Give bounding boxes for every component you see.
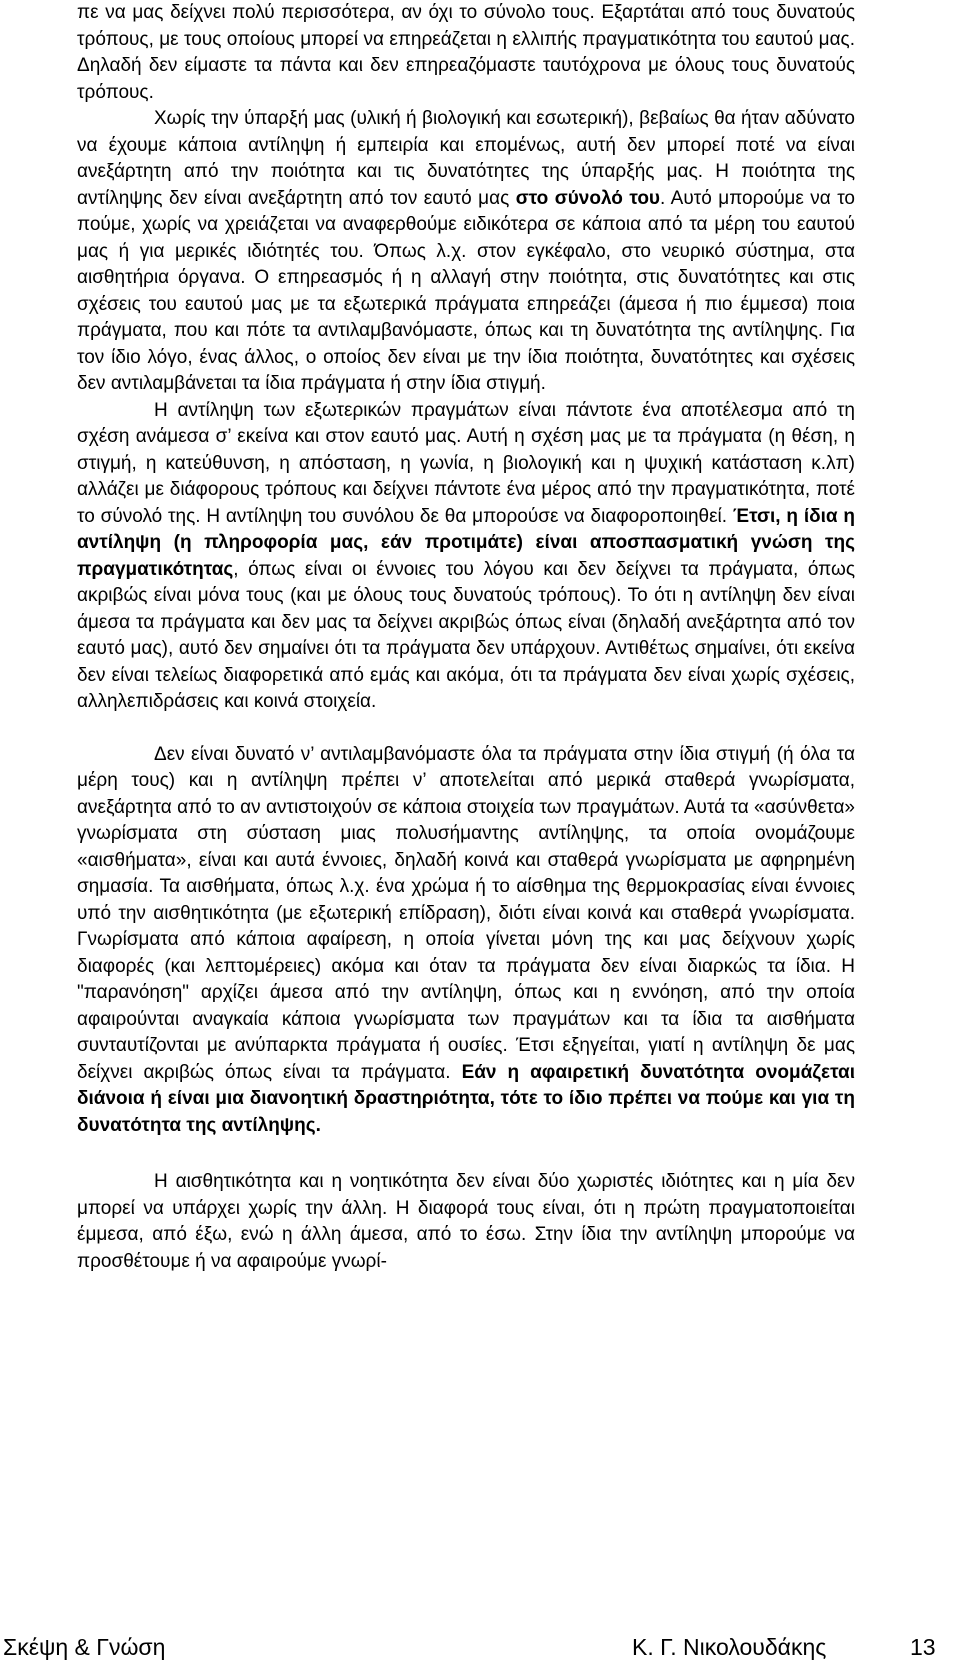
paragraph-3 <box>77 398 855 716</box>
text-run: Η αισθητικότητα και η νοητικότητα δεν είναι δύο χωριστές ιδιότητες και η μία δεν μπορεί να υπάρχει χωρίς την άλλη. Η διαφορά τους είναι, ότι η πρώτη πραγματοποιείται έμμεσα, από έξω, ενώ η άλλη άμεσα, από το έσω. Στην ίδια την αντίληψη μπορούμε να προσθέτουμε ή να αφαιρούμε γνωρί- <box>77 1171 855 1272</box>
paragraph-5 <box>77 1169 855 1275</box>
bold-text-run: Εάν η αφαιρετική δυνατότητα ονομάζεται διάνοια ή είναι μια διανοητική δραστηριότητα, τότε το ίδιο πρέπει να πούμε και για τη δυνατότητα της αντίληψης. <box>77 1061 855 1136</box>
text-run: πε να μας δείχνει πολύ περισσότερα, αν όχι το σύνολο τους. Εξαρτάται από τους δυνατούς τρόπους, με τους οποίους μπορεί να επηρεάζεται η ελλιπής πραγματικότητα του εαυτού μας. Δηλαδή δεν είμαστε τα πάντα και δεν επηρεαζόμαστε ταυτόχρονα με όλους τους δυνατούς τρόπους. <box>77 2 855 103</box>
text-run: Η αντίληψη των εξωτερικών πραγμάτων είναι πάντοτε ένα αποτέλεσμα από τη σχέση ανάμεσα σ’ εκείνα και στον εαυτό μας. Αυτή η σχέση μας με τα πράγματα (η θέση, η στιγμή, η κατεύθυνση, η απόσταση, η γωνία, η βιολογική και η ψυχική κατάσταση κ.λπ) αλλάζει με διάφορους τρόπους και δείχνει πάντοτε ένα μέρος από την πραγματικότητα, ποτέ το σύνολό της. Η αντίληψη του συνόλου δε θα μπορούσε να διαφοροποιηθεί. <box>77 399 855 527</box>
page-number: 13 <box>910 1634 936 1660</box>
document-body <box>77 0 855 1275</box>
bold-text-run: Έτσι, η ίδια η αντίληψη (η πληροφορία μας, εάν προτιμάτε) είναι αποσπασματική γνώση της πραγματικότητας <box>77 505 855 580</box>
text-run: . Αυτό μπορούμε να το πούμε, χωρίς να χρειάζεται να αναφερθούμε ειδικότερα σε κάποια από τα μέρη του εαυτού μας ή για μερικές ιδιότητές του. Όπως λ.χ. στον εγκέφαλο, στο νευρικό σύστημα, στα αισθητήρια όργανα. Ο επηρεασμός ή η αλλαγή στην ποιότητα, στις δυνατότητες και στις σχέσεις του εαυτού μας με τα εξωτερικά πράγματα επηρεάζει (άμεσα ή πιο έμμεσα) ποια πράγματα, που και πότε τα αντιλαμβανόμαστε, όπως και τη δυνατότητα της αντίληψης. Για τον ίδιο λόγο, ένας άλλος, ο οποίος δεν είναι με την ίδια ποιότητα, δυνατότητες και σχέσεις δεν αντιλαμβάνεται τα ίδια πράγματα ή στην ίδια στιγμή. <box>77 187 855 394</box>
footer-author: Κ. Γ. Νικολουδάκης <box>632 1634 827 1660</box>
text-run: , όπως είναι οι έννοιες του λόγου και δεν δείχνει τα πράγματα, όπως ακριβώς είναι μόνα τους (και με όλους τους δυνατούς τρόπους). Το ότι η αντίληψη δεν είναι άμεσα τα πράγματα και δεν μας τα δείχνει ακριβώς όπως είναι (δηλαδή ανεξάρτητα από τον εαυτό μας), αυτό δεν σημαίνει ότι τα πράγματα δεν υπάρχουν. Αντιθέτως σημαίνει, ότι εκείνα δεν είναι τελείως διαφορετικά από εμάς και ακόμα, ότι τα πράγματα δεν είναι χωρίς σχέσεις, αλληλεπιδράσεις και κοινά στοιχεία. <box>77 558 855 712</box>
text-run: Δεν είναι δυνατό ν’ αντιλαμβανόμαστε όλα τα πράγματα στην ίδια στιγμή (ή όλα τα μέρη τους) και η αντίληψη πρέπει ν’ αποτελείται από μερικά σταθερά γνωρίσματα, ανεξάρτητα από το αν αντιστοιχούν σε κάποια στοιχεία των πραγμάτων. Αυτά τα «ασύνθετα» γνωρίσματα στη σύσταση μιας πολυσήμαντης αντίληψης, τα οποία ονομάζουμε «αισθήματα», είναι και αυτά έννοιες, δηλαδή κοινά και σταθερά γνωρίσματα με αφηρημένη σημασία. Τα αισθήματα, όπως λ.χ. ένα χρώμα ή το αίσθημα της θερμοκρασίας είναι έννοιες υπό την αισθητικότητα (με εξωτερική επίδραση), διότι είναι κοινά και σταθερά γνωρίσματα. Γνωρίσματα από κάποια αφαίρεση, η οποία γίνεται μόνη της και μας δείχνουν χωρίς διαφορές (και λεπτομέρειες) ακόμα και όταν τα πράγματα δεν είναι διαρκώς τα ίδια. Η "παρανόηση" αρχίζει άμεσα από την αντίληψη, όπως και η εννόηση, από την οποία αφαιρούνται αναγκαία κάποια γνωρίσματα των πραγμάτων και τα ίδια τα αισθήματα συνταυτίζονται με ανύπαρκτα πράγματα ή ουσίες. Έτσι εξηγείται, γιατί η αντίληψη δε μας δείχνει ακριβώς όπως είναι τα πράγματα. <box>77 743 855 1083</box>
paragraph-1 <box>77 0 855 106</box>
text-run: Χωρίς την ύπαρξή μας (υλική ή βιολογική και εσωτερική), βεβαίως θα ήταν αδύνατο να έχουμε κάποια αντίληψη ή εμπειρία και επομένως, αυτή δεν μπορεί ποτέ να είναι ανεξάρτητη από την ποιότητα και τις δυνατότητες της ύπαρξής μας. Η ποιότητα της αντίληψης δεν είναι ανεξάρτητη από τον εαυτό μας <box>77 108 855 209</box>
bold-text-run: στο σύνολό του <box>515 187 660 209</box>
footer-title: Σκέψη & Γνώση <box>3 1634 166 1660</box>
paragraph-2 <box>77 106 855 398</box>
paragraph-4 <box>77 742 855 1140</box>
